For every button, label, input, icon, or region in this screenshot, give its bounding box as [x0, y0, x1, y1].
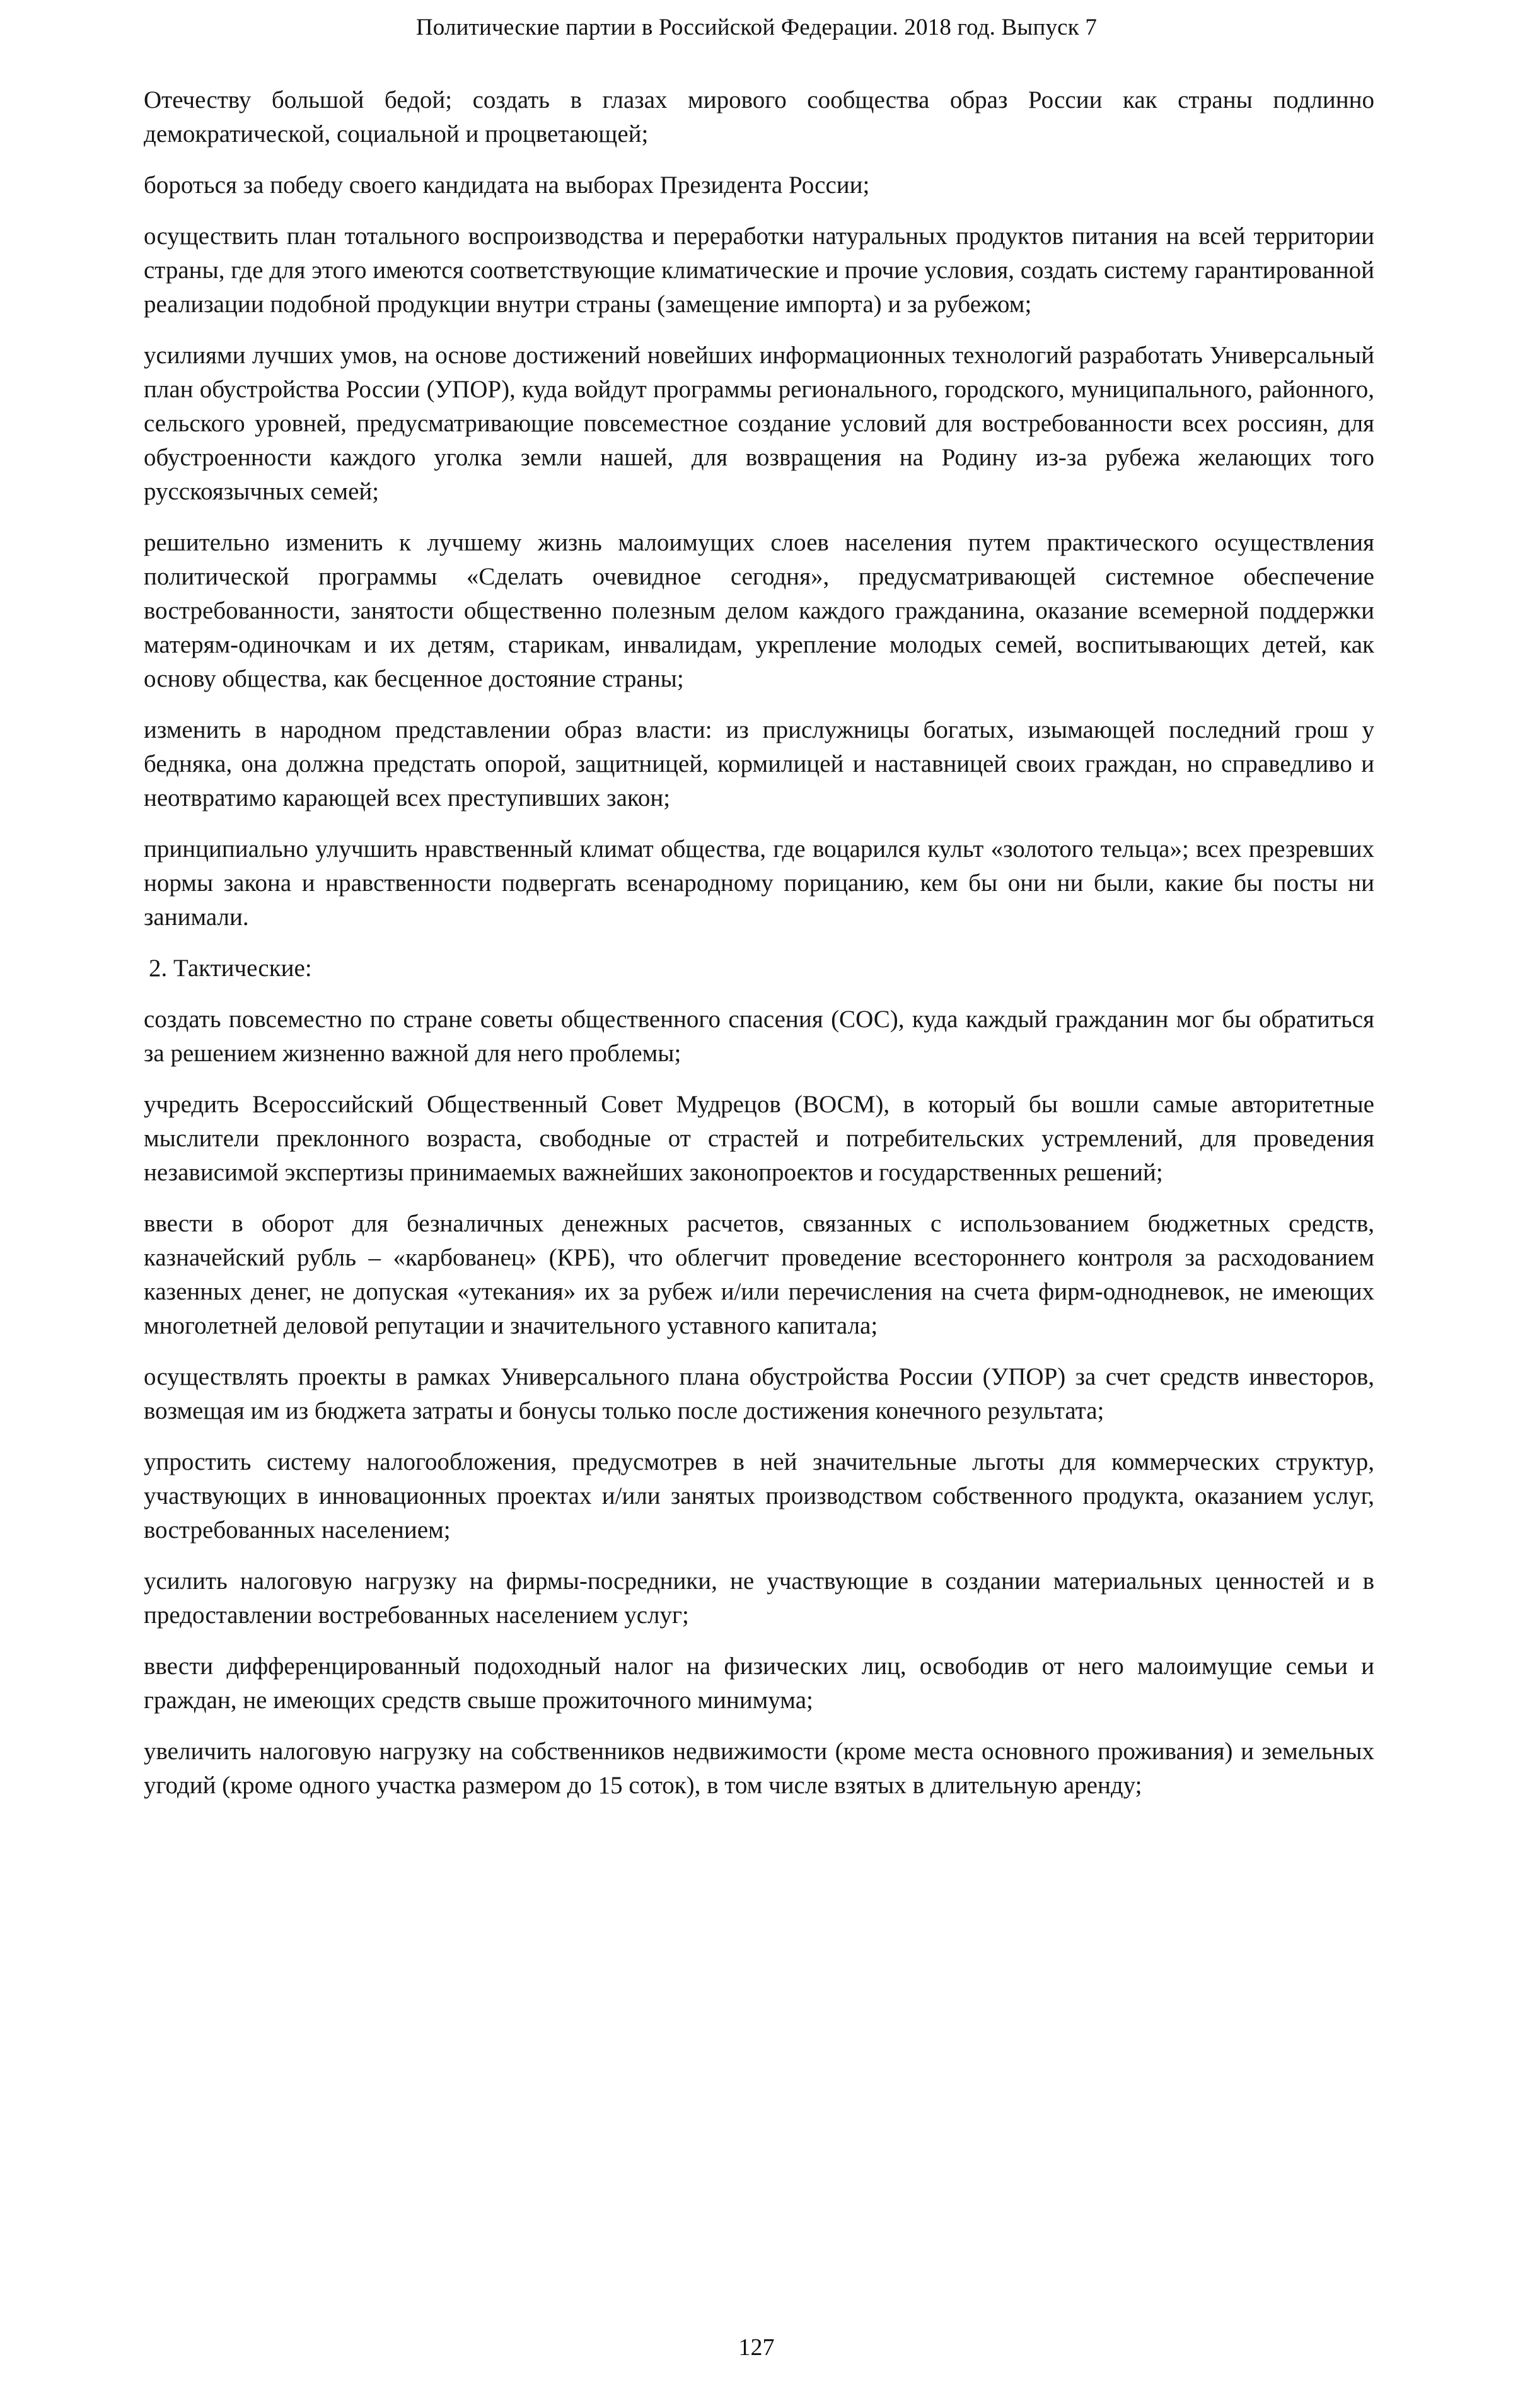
body-text [144, 83, 1374, 1820]
running-head: Политические партии в Российской Федерации. 2018 год. Выпуск 7 [415, 15, 1098, 40]
paragraph: усилить налоговую нагрузку на фирмы-посредники, не участвующие в создании материальных ценностей и в предоставлении востребованных населением услуг; [144, 1568, 1374, 1629]
paragraph: увеличить налоговую нагрузку на собственников недвижимости (кроме места основного проживания) и земельных угодий (кроме одного участка размером до 15 соток), в том числе взятых в длительную аренду; [144, 1738, 1374, 1799]
paragraph: создать повсеместно по стране советы общественного спасения (СОС), куда каждый гражданин мог бы обратиться за решением жизненно важной для него проблемы; [144, 1006, 1374, 1067]
paragraph: упростить систему налогообложения, предусмотрев в ней значительные льготы для коммерческих структур, участвующих в инновационных проектах и/или занятых производством собственного продукта, оказанием услуг, востребованных населением; [144, 1448, 1374, 1544]
paragraph: бороться за победу своего кандидата на выборах Президента России; [144, 172, 870, 199]
paragraph: осуществлять проекты в рамках Универсального плана обустройства России (УПОР) за счет средств инвесторов, возмещая им из бюджета затраты и бонусы только после достижения конечного результата; [144, 1363, 1374, 1424]
paragraph: Отечеству большой бедой; создать в глазах мирового сообщества образ России как страны подлинно демократической, социальной и процветающей; [144, 86, 1374, 148]
paragraph: принципиально улучшить нравственный климат общества, где воцарился культ «золотого тельца»; всех презревших нормы закона и нравственности подвергать всенародному порицанию, кем бы они ни были, какие бы посты ни занимали. [144, 835, 1374, 931]
paragraph: ввести в оборот для безналичных денежных расчетов, связанных с использованием бюджетных средств, казначейский рубль – «карбованец» (КРБ), что облегчит проведение всестороннего контроля за расходованием казенных денег, не допуская «утекания» их за рубеж и/или перечисления на счета фирм-однодневок, не имеющих многолетней деловой репутации и значительного уставного капитала; [144, 1210, 1374, 1339]
paragraph: изменить в народном представлении образ власти: из прислужницы богатых, изымающей последний грош у бедняка, она должна предстать опорой, защитницей, кормилицей и наставницей своих граждан, но справедливо и неотвратимо карающей всех преступивших закон; [144, 716, 1374, 811]
section-heading-tactical: 2. Тактические: [149, 955, 312, 982]
paragraph: усилиями лучших умов, на основе достижений новейших информационных технологий разработать Универсальный план обустройства России (УПОР), куда войдут программы регионального, городского, муниципального, районного, сельского уровней, предусматривающие повсеместное создание условий для востребованности всех россиян, для обустроенности каждого уголка земли нашей, для возвращения на Родину из-за рубежа желающих того русскоязычных семей; [144, 342, 1374, 505]
paragraph: осуществить план тотального воспроизводства и переработки натуральных продуктов питания на всей территории страны, где для этого имеются соответствующие климатические и прочие условия, создать систему гарантированной реализации подобной продукции внутри страны (замещение импорта) и за рубежом; [144, 223, 1374, 318]
paragraph: решительно изменить к лучшему жизнь малоимущих слоев населения путем практического осуществления политической программы «Сделать очевидное сегодня», предусматривающей системное обеспечение востребованности, занятости общественно полезным делом каждого гражданина, оказание всемерной поддержки матерям-одиночкам и их детям, старикам, инвалидам, укрепление молодых семей, воспитывающих детей, как основу общества, как бесценное достояние страны; [144, 529, 1374, 692]
page-number: 127 [738, 2334, 775, 2361]
paragraph: учредить Всероссийский Общественный Совет Мудрецов (ВОСМ), в который бы вошли самые авторитетные мыслители преклонного возраста, свободные от страстей и потребительских устремлений, для проведения независимой экспертизы принимаемых важнейших законопроектов и государственных решений; [144, 1091, 1374, 1186]
paragraph: ввести дифференцированный подоходный налог на физических лиц, освободив от него малоимущие семьи и граждан, не имеющих средств свыше прожиточного минимума; [144, 1653, 1374, 1714]
